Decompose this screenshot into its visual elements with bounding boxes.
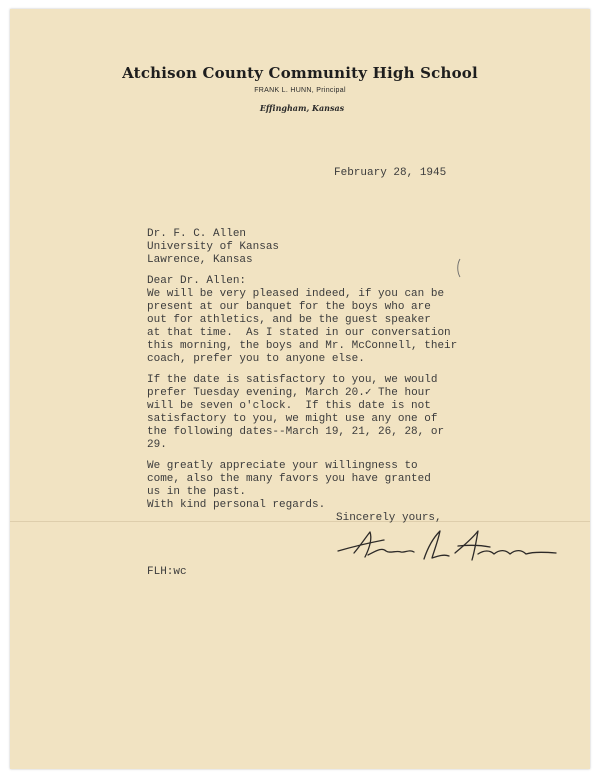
- fold-line: [10, 521, 590, 522]
- body-line: this morning, the boys and Mr. McConnell, their: [147, 340, 458, 352]
- body-line: present at our banquet for the boys who are: [147, 301, 431, 313]
- body-line: the following dates--March 19, 21, 26, 28, or: [147, 426, 445, 438]
- body-line: prefer Tuesday evening, March 20.✓ The hour: [147, 387, 431, 399]
- closing: Sincerely yours,: [336, 512, 442, 524]
- salutation: Dear Dr. Allen:: [147, 275, 247, 287]
- body-line: at that time. As I stated in our conversation: [147, 327, 451, 339]
- body-line: We greatly appreciate your willingness to: [147, 460, 418, 472]
- body-line: will be seven o'clock. If this date is not: [147, 400, 431, 412]
- body-line: coach, prefer you to anyone else.: [147, 353, 365, 365]
- principal-name: FRANK L. HUNN, Principal: [254, 87, 346, 94]
- signature-mark: [332, 523, 562, 571]
- body-line: come, also the many favors you have granted: [147, 473, 431, 485]
- typist-initials: FLH:wc: [147, 566, 187, 578]
- letter-date: February 28, 1945: [334, 167, 447, 179]
- body-line: satisfactory to you, we might use any one of: [147, 413, 438, 425]
- body-line: us in the past.: [147, 486, 247, 498]
- margin-pencil-mark: [456, 258, 462, 278]
- recipient-name: Dr. F. C. Allen: [147, 228, 247, 240]
- regards-line: With kind personal regards.: [147, 499, 326, 511]
- school-location: Effingham, Kansas: [259, 103, 345, 113]
- recipient-city: Lawrence, Kansas: [147, 254, 253, 266]
- recipient-institution: University of Kansas: [147, 241, 280, 253]
- school-name: Atchison County Community High School: [122, 64, 478, 82]
- body-line: We will be very pleased indeed, if you can be: [147, 288, 445, 300]
- letter-page: [10, 9, 590, 769]
- body-line: If the date is satisfactory to you, we would: [147, 374, 438, 386]
- body-line: out for athletics, and be the guest speaker: [147, 314, 431, 326]
- body-line: 29.: [147, 439, 167, 451]
